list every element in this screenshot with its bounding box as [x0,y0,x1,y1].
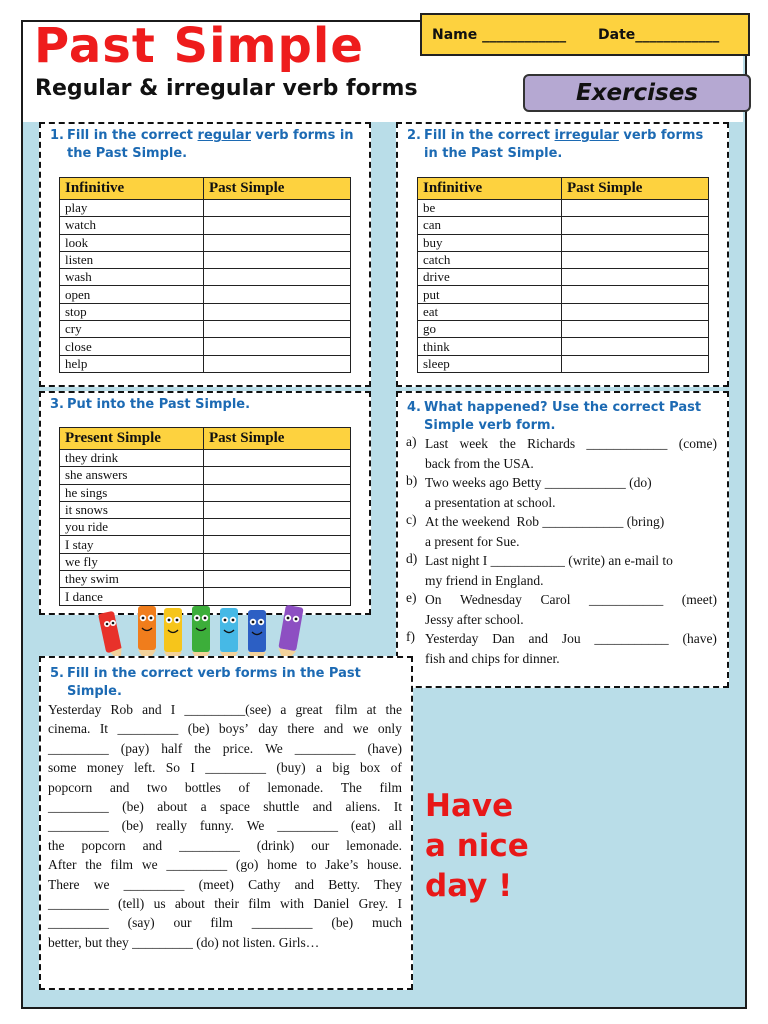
verb-cell: it snows [60,501,204,518]
table-row [418,234,709,251]
question-line [425,434,717,454]
answer-cell[interactable] [204,450,351,467]
story-line [48,778,402,797]
name-date-box[interactable] [420,13,750,56]
question-letter: a) [406,434,417,449]
question-line [425,473,717,493]
story-word: popcorn [48,779,93,795]
exercise-1-section [39,122,371,387]
verb-cell: can [418,217,562,234]
story-word: Grey. [358,895,389,911]
table-row [418,200,709,217]
story-word: space [219,798,250,814]
table-row [418,355,709,372]
story-word: a [280,702,287,717]
table-row [60,338,351,355]
verb-cell: think [418,338,562,355]
question-text: (come) [678,436,717,451]
verb-cell: stop [60,303,204,320]
story-word: (go) [235,857,259,873]
question-letter: f) [406,629,415,644]
verb-cell: you ride [60,519,204,536]
question-text: ___________ [588,592,664,607]
story-line [48,836,402,855]
column-header: Past Simple [562,178,709,200]
question-text: Last night I ___________ (write) an e-mail to [425,553,673,568]
story-word: of [390,760,402,776]
story-word: and [142,837,163,853]
table-row [60,217,351,234]
story-word: price. [222,740,254,756]
verb-cell: sleep [418,355,562,372]
story-word: film [248,895,271,911]
story-word: their [214,895,239,911]
table-row [418,321,709,338]
question-text: fish and chips for dinner. [425,650,560,666]
story-word: It [393,798,402,814]
verb-cell: close [60,338,204,355]
answer-cell[interactable] [562,269,709,286]
story-word: film [379,779,402,795]
story-word: _________ [117,721,179,737]
question-item [406,473,717,512]
story-word: bottles [184,779,221,795]
story-word: half [161,740,183,756]
question-text: the [499,436,516,451]
table-row [60,303,351,320]
exercises-badge: Exercises [523,74,751,112]
story-word: lemonade. [267,779,324,795]
question-line [425,571,717,591]
story-word: box [360,760,381,776]
question-letter: d) [406,551,418,566]
answer-cell[interactable] [204,355,351,372]
story-word: house. [367,857,402,873]
table-row [60,450,351,467]
story-word: (tell) [118,895,145,911]
verb-cell: play [60,200,204,217]
answer-cell[interactable] [204,200,351,217]
closing-line: a nice [425,828,529,864]
verb-cell: they swim [60,571,204,588]
story-word: (say) [127,915,155,931]
question-text: back from the USA. [425,455,534,471]
story-word: and [294,876,315,892]
story-word: (have) [367,740,402,756]
story-word: It [99,721,109,737]
verb-cell: she answers [60,467,204,484]
column-header: Present Simple [60,428,204,450]
story-word: Yesterday [48,702,102,717]
answer-cell[interactable] [204,269,351,286]
question-text: Richards [527,436,576,451]
verb-cell: eat [418,303,562,320]
question-item [406,512,717,551]
verb-cell: watch [60,217,204,234]
story-word: lemonade. [346,837,402,853]
question-letter: c) [406,512,417,527]
question-line [425,454,717,474]
story-word: So [165,760,181,776]
table-row [60,501,351,518]
story-word: popcorn [81,837,126,853]
table-row [60,467,351,484]
question-item [406,434,717,473]
story-line [48,719,402,738]
story-word: (eat) [350,818,376,834]
story-word: our [311,837,330,853]
story-word: and [142,702,162,717]
name-field[interactable]: Name ____________ [432,27,567,43]
story-word: (pay) [120,740,150,756]
story-word: After [48,857,77,873]
question-text: a present for Sue. [425,533,520,549]
question-line [425,629,717,649]
table-row [418,269,709,286]
story-word: the [385,702,402,717]
answer-cell[interactable] [562,251,709,268]
question-text: On [425,592,442,607]
story-word: our [173,915,192,931]
question-text: Last [425,436,449,451]
closing-line: day ! [425,868,513,904]
answer-cell[interactable] [204,467,351,484]
story-line [48,855,402,874]
exercise-3-instruction: 3. Put into the Past Simple. [50,397,251,412]
story-line [48,797,402,816]
question-item [406,629,717,668]
story-word: at [366,702,377,717]
question-text: Yesterday [425,631,479,646]
story-word: we [141,857,158,873]
story-word: The [340,779,362,795]
verb-cell: cry [60,321,204,338]
story-word: about [174,895,205,911]
story-word: I [397,895,402,911]
exercise-3-table [59,427,351,606]
question-line [425,551,717,571]
story-word: (be) [331,915,354,931]
story-word: we [93,876,110,892]
exercise-1-table [59,177,351,373]
story-word: film [110,857,134,873]
column-header: Infinitive [418,178,562,200]
story-word: really [156,818,187,834]
question-letter: e) [406,590,417,605]
story-word: funny. [199,818,234,834]
question-text: ____________ [586,436,668,451]
story-word: day [258,721,278,737]
story-line [48,913,402,932]
answer-cell[interactable] [204,321,351,338]
exercise-3-section [39,391,371,615]
story-word: us [153,895,166,911]
table-row [60,251,351,268]
story-word: Jake’s [325,857,359,873]
exercise-1-instruction: 1. Fill in the correct regular verb forms in the Past Simple. [50,128,354,161]
question-text: my friend in England. [425,572,544,588]
answer-cell[interactable] [562,338,709,355]
answer-cell[interactable] [562,286,709,303]
answer-cell[interactable] [562,217,709,234]
exercise-2-table [417,177,709,373]
story-word: I [170,702,176,717]
story-word: some [48,760,77,776]
story-word: Betty. [328,876,361,892]
table-row [418,217,709,234]
table-row [60,269,351,286]
story-word: money [86,760,124,776]
question-text: Dan [492,631,515,646]
story-word: (be) [187,721,210,737]
column-header: Past Simple [204,178,351,200]
story-word: _________ [179,837,240,853]
story-line [48,875,402,894]
story-word: of [238,779,250,795]
story-word: a [200,798,207,814]
story-line [48,758,402,777]
exercise-2-section [396,122,729,387]
verb-cell: he sings [60,484,204,501]
story-word: _________ [166,857,228,873]
question-text: Jou [561,631,581,646]
answer-cell[interactable] [562,303,709,320]
answer-cell[interactable] [204,536,351,553]
question-text: At the weekend Rob ____________ (bring) [425,514,665,529]
story-word: shuttle [263,798,300,814]
question-line [425,590,717,610]
table-row [60,321,351,338]
answer-cell[interactable] [562,234,709,251]
story-word: and [312,798,333,814]
answer-cell[interactable] [204,286,351,303]
answer-cell[interactable] [562,321,709,338]
story-word: Daniel [313,895,350,911]
story-word: We [265,740,283,756]
story-word: about [157,798,188,814]
answer-cell[interactable] [204,519,351,536]
table-row [60,286,351,303]
story-word: home [267,857,298,873]
exercise-4-questions [406,434,717,668]
answer-cell[interactable] [204,501,351,518]
story-word: _________ [205,760,267,776]
story-word: a [316,760,323,776]
story-word: cinema. [48,721,91,737]
exercise-2-instruction: 2. Fill in the correct irregular verb forms in the Past Simple. [407,128,704,161]
story-word: We [246,818,265,834]
question-line [425,610,717,630]
answer-cell[interactable] [204,234,351,251]
story-word: to [305,857,317,873]
question-text: Two weeks ago Betty ____________ (do) [425,475,652,490]
question-text: a presentation at school. [425,494,556,510]
answer-cell[interactable] [562,355,709,372]
story-word: with [280,895,305,911]
story-word: we [352,721,369,737]
story-word: better, but they _________ (do) not listen. Girls… [48,934,320,950]
table-row [418,251,709,268]
story-line [48,739,402,758]
table-row [60,234,351,251]
verb-cell: they drink [60,450,204,467]
story-word: _________ [294,740,356,756]
story-word: _________ [48,915,109,931]
closing-line: Have [425,788,514,824]
table-row [418,303,709,320]
question-text: (have) [682,631,717,646]
table-row [60,519,351,536]
story-word: (be) [122,798,144,814]
closing-message [425,786,529,906]
question-line [425,532,717,552]
answer-cell[interactable] [204,217,351,234]
story-word: aliens. [345,798,381,814]
answer-cell[interactable] [204,303,351,320]
verb-cell: buy [418,234,562,251]
question-item [406,590,717,629]
story-word: Rob [110,702,133,717]
story-line [48,700,402,719]
question-text: week [459,436,489,451]
verb-cell: wash [60,269,204,286]
verb-cell: catch [418,251,562,268]
story-word: only [377,721,402,737]
verb-cell: I stay [60,536,204,553]
story-word: (be) [121,818,144,834]
table-row [418,338,709,355]
question-text: Carol [540,592,571,607]
question-text: ___________ [594,631,669,646]
story-word: _________ [48,798,109,814]
story-line [48,933,402,952]
verb-cell: go [418,321,562,338]
story-word: They [374,876,402,892]
verb-cell: we fly [60,553,204,570]
story-line [48,894,402,913]
story-word: left. [134,760,156,776]
question-line [425,493,717,513]
question-line [425,649,717,669]
page-title: Past Simple [34,18,364,74]
column-header: Infinitive [60,178,204,200]
exercise-5-story [48,700,402,952]
verb-cell: put [418,286,562,303]
table-row [60,553,351,570]
answer-cell[interactable] [204,484,351,501]
story-word: all [388,818,402,834]
answer-cell[interactable] [204,571,351,588]
exercise-4-instruction: 4. What happened? Use the correct Past Simple verb form. [407,400,702,433]
question-letter: b) [406,473,418,488]
table-row [60,571,351,588]
table-row [60,536,351,553]
story-word: There [48,876,80,892]
story-word: film [331,702,358,717]
story-word: the [85,857,102,873]
answer-cell[interactable] [204,251,351,268]
table-row [418,286,709,303]
exercise-5-instruction: 5. Fill in the correct verb forms in the Past Simple. [50,666,361,699]
question-text: (meet) [681,592,717,607]
question-text: Jessy after school. [425,611,524,627]
question-item [406,551,717,590]
question-text: Wednesday [460,592,522,607]
answer-cell[interactable] [562,200,709,217]
story-word: much [371,915,402,931]
story-word: and [109,779,130,795]
story-word: _________ [123,876,185,892]
story-word: _________ [251,915,313,931]
verb-cell: open [60,286,204,303]
answer-cell[interactable] [204,553,351,570]
verb-cell: be [418,200,562,217]
story-word: _________(see) [184,702,272,717]
story-word: I [190,760,195,776]
answer-cell[interactable] [204,338,351,355]
story-line [48,816,402,835]
verb-cell: look [60,234,204,251]
story-word: two [147,779,168,795]
verb-cell: listen [60,251,204,268]
page-subtitle: Regular & irregular verb forms [35,76,418,101]
verb-cell: I dance [60,588,204,605]
verb-cell: drive [418,269,562,286]
story-word: _________ [277,818,338,834]
story-word: great [295,702,323,717]
story-word: there [287,721,315,737]
story-word: film [210,915,233,931]
story-word: boys’ [218,721,249,737]
table-row [60,355,351,372]
table-row [60,484,351,501]
story-word: _________ [48,895,109,911]
verb-cell: help [60,355,204,372]
story-word: (drink) [256,837,295,853]
story-word: _________ [48,740,109,756]
story-word: (meet) [198,876,234,892]
table-row [60,200,351,217]
column-header: Past Simple [204,428,351,450]
story-word: the [194,740,211,756]
story-word: _________ [48,818,109,834]
story-word: the [48,837,65,853]
date-field[interactable]: Date____________ [598,27,720,43]
story-word: (buy) [276,760,306,776]
story-word: Cathy [248,876,281,892]
story-word: big [332,760,350,776]
story-word: and [323,721,344,737]
question-text: and [528,631,548,646]
question-line [425,512,717,532]
